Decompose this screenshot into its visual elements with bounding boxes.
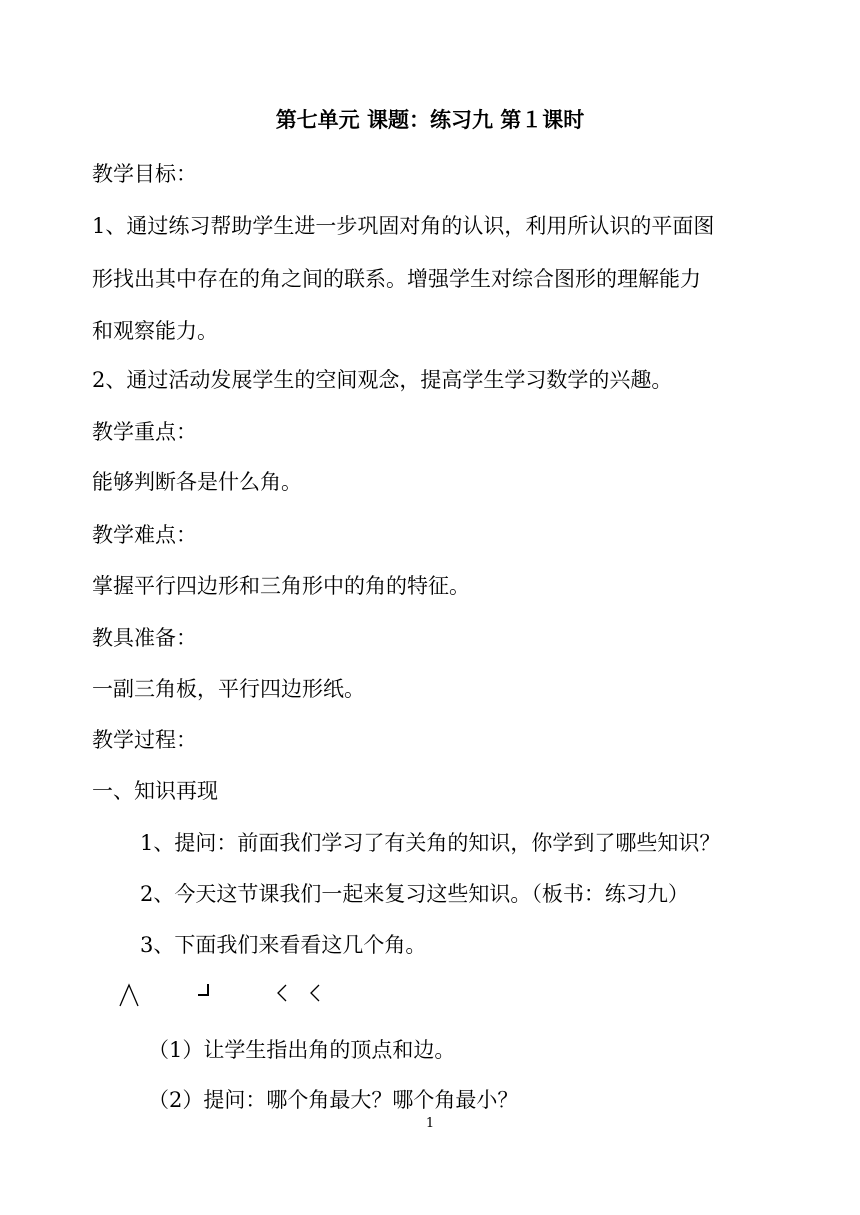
page-number: 1 xyxy=(425,1116,435,1131)
paragraph-line: 形找出其中存在的角之间的联系。增强学生对综合图形的理解能力 xyxy=(92,267,701,291)
list-item: 3、下面我们来看看这几个角。 xyxy=(140,933,427,957)
paragraph-line: 1、通过练习帮助学生进一步巩固对角的认识，利用所认识的平面图 xyxy=(92,214,715,238)
subsection-heading: 一、知识再现 xyxy=(92,779,218,803)
section-heading-key-points: 教学重点： xyxy=(92,420,197,444)
section-heading-difficulties: 教学难点： xyxy=(92,523,197,547)
list-item: （1）让学生指出角的顶点和边。 xyxy=(148,1038,456,1062)
paragraph-line: 能够判断各是什么角。 xyxy=(92,470,302,494)
paragraph-line: 2、通过活动发展学生的空间观念，提高学生学习数学的兴趣。 xyxy=(92,368,673,392)
list-item: 2、今天这节课我们一起来复习这些知识。（板书：练习九） xyxy=(140,882,689,906)
paragraph-line: 一副三角板，平行四边形纸。 xyxy=(92,677,365,701)
paragraph-line: 掌握平行四边形和三角形中的角的特征。 xyxy=(92,574,470,598)
page-title: 第七单元 课题：练习九 第１课时 xyxy=(275,108,585,132)
left-angle-icon xyxy=(308,982,322,1004)
acute-angle-icon xyxy=(118,982,140,1008)
list-item: （2）提问：哪个角最大？哪个角最小？ xyxy=(148,1088,519,1112)
left-angle-icon xyxy=(275,982,289,1004)
list-item: 1、提问：前面我们学习了有关角的知识，你学到了哪些知识？ xyxy=(140,831,721,855)
section-heading-materials: 教具准备： xyxy=(92,626,197,650)
paragraph-line: 和观察能力。 xyxy=(92,319,218,343)
section-heading-objectives: 教学目标： xyxy=(92,162,197,186)
section-heading-process: 教学过程： xyxy=(92,728,197,752)
right-angle-icon xyxy=(196,982,212,998)
angle-figures xyxy=(0,982,860,1022)
